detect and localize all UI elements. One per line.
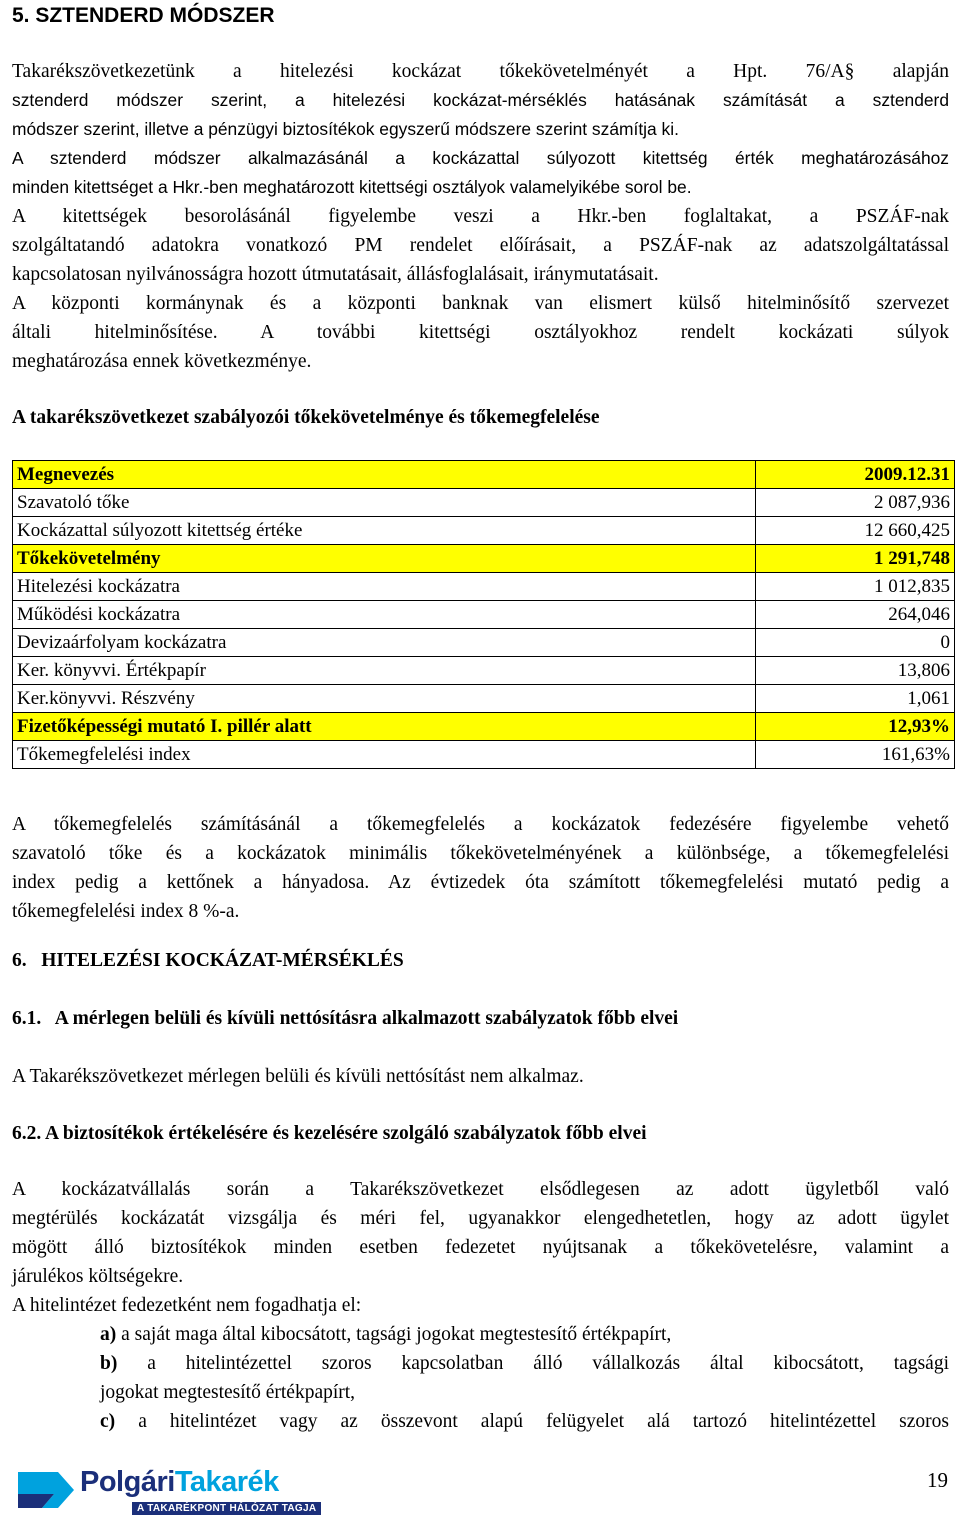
text-line: általi hitelminősítése. A további kitettségi osztályokhoz rendelt kockázati súlyok [12,322,949,343]
table-row [13,573,955,601]
table-row [13,629,955,657]
table-row [13,601,955,629]
row-value: 2 087,936 [756,489,955,517]
row-label: Kockázattal súlyozott kitettség értéke [13,517,756,545]
logo-wordmark-part2: Takarék [174,1466,279,1498]
text-line: meghatározása ennek következménye. [12,351,312,372]
row-label: Tőkemegfelelési index [13,741,756,769]
table-row [13,545,955,573]
row-label: Hitelezési kockázatra [13,573,756,601]
logo-arrow-icon [14,1464,78,1516]
list-item-text: a saját maga által kibocsátott, tagsági jogokat megtestesítő értékpapírt, [116,1324,672,1345]
row-label: Szavatoló tőke [13,489,756,517]
logo-wordmark-part1: Polgári [80,1466,175,1498]
text-line: A kockázatvállalás során a Takarékszövetkezet elsődlegesen az adott ügyletből való [12,1179,949,1200]
text-line: megtérülés kockázatát vizsgálja és méri fel, ugyanakkor elengedhetetlen, hogy az adott ügylet [12,1208,949,1229]
row-label: Devizaárfolyam kockázatra [13,629,756,657]
table-row [13,741,955,769]
text-line: minden kitettséget a Hkr.-ben meghatározott kitettségi osztályok valamelyikébe sorol be. [12,177,692,197]
row-value: 1,061 [756,685,955,713]
row-label: Tőkekövetelmény [13,545,756,573]
text-line: index pedig a kettőnek a hányadosa. Az évtizedek óta számított tőkemegfelelési mutató pedig a [12,872,949,893]
list-marker: c) [100,1411,116,1432]
text-line: A központi kormánynak és a központi banknak van elismert külső hitelminősítő szervezet [12,293,949,314]
row-value: 264,046 [756,601,955,629]
section-5-heading: 5. SZTENDERD MÓDSZER [12,4,275,27]
section-6-heading: 6. HITELEZÉSI KOCKÁZAT-MÉRSÉKLÉS [12,950,404,971]
table-row [13,685,955,713]
list-item-text: a hitelintézet vagy az összevont alapú felügyelet alá tartozó hitelintézettel szoros [115,1411,949,1432]
text-line: tőkemegfelelési index 8 %-a. [12,901,240,922]
table-header-row [13,461,955,489]
text-line: kapcsolatosan nyilvánosságra hozott útmutatásait, állásfoglalásait, iránymutatásait. [12,264,659,285]
polgari-takarek-logo [14,1464,317,1520]
row-label: Ker.könyvvi. Részvény [13,685,756,713]
row-value: 12 660,425 [756,517,955,545]
text-line: Takarékszövetkezetünk a hitelezési kockázat tőkekövetelményét a Hpt. 76/A§ alapján [12,61,949,82]
logo-wordmark [80,1466,279,1499]
section-5-paragraph-4 [12,289,949,376]
text-line: módszer szerint, illetve a pénzügyi biztosítékok egyszerű módszere szerint számítja ki. [12,119,679,139]
row-value: 161,63% [756,741,955,769]
section-6-1-text: A Takarékszövetkezet mérlegen belüli és kívüli nettósítást nem alkalmaz. [12,1066,584,1087]
table-title: A takarékszövetkezet szabályozói tőkekövetelménye és tőkemegfelelése [12,407,600,428]
row-value: 1 291,748 [756,545,955,573]
list-item-a [100,1320,949,1349]
table-row [13,517,955,545]
table-row [13,713,955,741]
text-line: sztenderd módszer szerint, a hitelezési kockázat-mérséklés hatásának számítását a sztenderd [12,90,949,110]
section-5-paragraph-1 [12,57,949,144]
text-line: mögött álló biztosítékok minden esetben fedezetet nyújtsanak a tőkekövetelésre, valamint a [12,1237,949,1258]
text-line: A kitettségek besorolásánál figyelembe veszi a Hkr.-ben foglaltakat, a PSZÁF-nak [12,206,949,227]
row-label: Ker. könyvvi. Értékpapír [13,657,756,685]
header-label: Megnevezés [13,461,756,489]
row-label: Működési kockázatra [13,601,756,629]
text-line: szavatoló tőke és a kockázatok minimális tőkekövetelményének a különbsége, a tőkemegfelelési [12,843,949,864]
list-item-c [100,1407,949,1436]
section-6-1-heading: 6.1. A mérlegen belüli és kívüli nettósításra alkalmazott szabályzatok főbb elvei [12,1008,679,1029]
row-label: Fizetőképességi mutató I. pillér alatt [13,713,756,741]
section-5-paragraph-3 [12,202,949,289]
text-line: járulékos költségekre. [12,1266,184,1287]
list-item-b [100,1349,949,1378]
capital-requirement-table [12,460,955,769]
section-6-2-heading: 6.2. A biztosítékok értékelésére és kezelésére szolgáló szabályzatok főbb elvei [12,1123,647,1144]
logo-tagline: A TAKARÉKPONT HÁLÓZAT TAGJA [132,1502,321,1515]
list-item-text: a hitelintézettel szoros kapcsolatban álló vállalkozás által kibocsátott, tagsági [117,1353,949,1374]
text-line: A tőkemegfelelés számításánál a tőkemegfelelés a kockázatok fedezésére figyelembe vehető [12,814,949,835]
header-date: 2009.12.31 [756,461,955,489]
section-5-paragraph-2 [12,144,949,202]
text-line: szolgáltatandó adatokra vonatkozó PM rendelet előírásait, a PSZÁF-nak az adatszolgáltatással [12,235,949,256]
row-value: 12,93% [756,713,955,741]
list-item-b-continued: jogokat megtestesítő értékpapírt, [100,1382,356,1403]
row-value: 1 012,835 [756,573,955,601]
collateral-exclusion-list [100,1320,949,1436]
list-marker: a) [100,1324,117,1345]
capital-adequacy-paragraph [12,810,949,926]
row-value: 0 [756,629,955,657]
page-number: 19 [927,1468,948,1492]
table-row [13,657,955,685]
list-marker: b) [100,1353,118,1374]
table-row [13,489,955,517]
text-line: A sztenderd módszer alkalmazásánál a kockázattal súlyozott kitettség érték meghatározásához [12,148,949,168]
section-6-2-paragraph [12,1175,949,1320]
row-value: 13,806 [756,657,955,685]
text-line: A hitelintézet fedezetként nem fogadhatja el: [12,1295,362,1316]
